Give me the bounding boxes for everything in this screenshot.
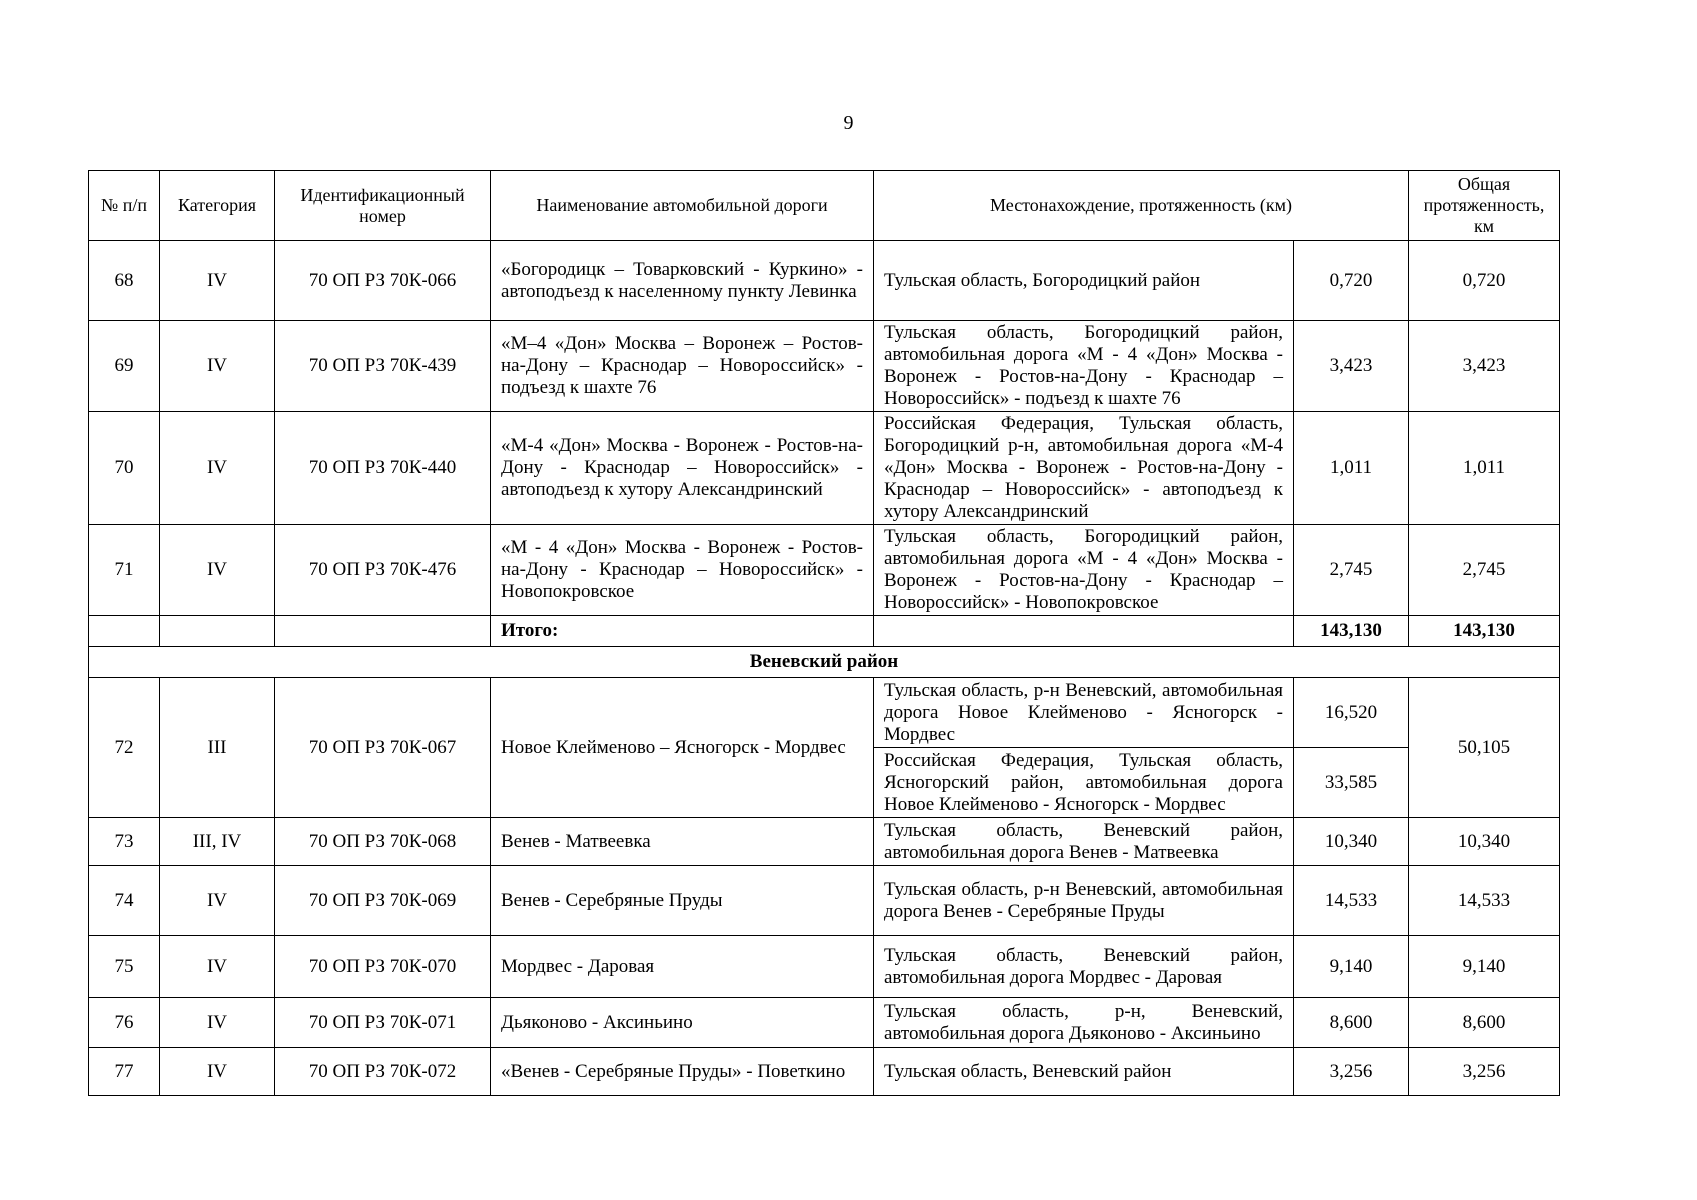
cell-total: 9,140 <box>1409 936 1560 998</box>
cell-category: IV <box>160 321 275 412</box>
cell-length: 16,520 <box>1294 678 1409 748</box>
cell-length: 3,256 <box>1294 1048 1409 1096</box>
table-row <box>89 525 1560 616</box>
table-row <box>89 678 1560 748</box>
header-category: Категория <box>160 171 275 241</box>
roads-table <box>88 170 1560 1096</box>
cell-category: IV <box>160 241 275 321</box>
cell-id: 70 ОП РЗ 70К-069 <box>275 866 491 936</box>
cell-total: 8,600 <box>1409 998 1560 1048</box>
cell-total: 3,256 <box>1409 1048 1560 1096</box>
cell-road-name: Дьяконово - Аксиньино <box>491 998 874 1048</box>
cell-road-name: Новое Клейменово – Ясногорск - Мордвес <box>491 678 874 818</box>
cell-location: Тульская область, р-н Веневский, автомобильная дорога Венев - Серебряные Пруды <box>874 866 1294 936</box>
cell-num: 72 <box>89 678 160 818</box>
cell-road-name: «М–4 «Дон» Москва – Воронеж – Ростов-на-Дону – Краснодар – Новороссийск» - подъезд к шахте 76 <box>491 321 874 412</box>
section-title: Веневский район <box>89 647 1560 678</box>
cell-category: IV <box>160 525 275 616</box>
cell-id: 70 ОП РЗ 70К-070 <box>275 936 491 998</box>
cell-location: Тульская область, Веневский район <box>874 1048 1294 1096</box>
cell-num: 76 <box>89 998 160 1048</box>
cell-category: IV <box>160 1048 275 1096</box>
cell-location: Тульская область, Веневский район, автомобильная дорога Мордвес - Даровая <box>874 936 1294 998</box>
table-row <box>89 321 1560 412</box>
table-row <box>89 998 1560 1048</box>
cell-empty <box>89 616 160 647</box>
cell-length: 8,600 <box>1294 998 1409 1048</box>
cell-id: 70 ОП РЗ 70К-066 <box>275 241 491 321</box>
cell-road-name: Венев - Серебряные Пруды <box>491 866 874 936</box>
cell-id: 70 ОП РЗ 70К-440 <box>275 412 491 525</box>
cell-category: IV <box>160 998 275 1048</box>
table-row <box>89 818 1560 866</box>
subtotal-label: Итого: <box>491 616 874 647</box>
cell-num: 77 <box>89 1048 160 1096</box>
cell-location: Тульская область, Веневский район, автомобильная дорога Венев - Матвеевка <box>874 818 1294 866</box>
cell-length: 0,720 <box>1294 241 1409 321</box>
cell-id: 70 ОП РЗ 70К-068 <box>275 818 491 866</box>
cell-location: Тульская область, р-н, Веневский, автомобильная дорога Дьяконово - Аксиньино <box>874 998 1294 1048</box>
cell-empty <box>275 616 491 647</box>
cell-total: 3,423 <box>1409 321 1560 412</box>
header-id: Идентификационный номер <box>275 171 491 241</box>
cell-location: Тульская область, Богородицкий район, автомобильная дорога «М - 4 «Дон» Москва - Воронеж - Ростов-на-Дону - Краснодар – Новороссийск» - подъезд к шахте 76 <box>874 321 1294 412</box>
cell-road-name: «Богородицк – Товарковский - Куркино» - автоподъезд к населенному пункту Левинка <box>491 241 874 321</box>
table-row <box>89 412 1560 525</box>
cell-category: IV <box>160 866 275 936</box>
table-row <box>89 241 1560 321</box>
cell-road-name: «М - 4 «Дон» Москва - Воронеж - Ростов-на-Дону - Краснодар – Новороссийск» - Новопокровское <box>491 525 874 616</box>
cell-location: Российская Федерация, Тульская область, Богородицкий р-н, автомобильная дорога «М-4 «Дон» Москва - Воронеж - Ростов-на-Дону - Краснодар – Новороссийск» - автоподъезд к хутору Александринский <box>874 412 1294 525</box>
cell-length: 10,340 <box>1294 818 1409 866</box>
cell-category: III <box>160 678 275 818</box>
page-number: 9 <box>843 112 854 134</box>
cell-total: 2,745 <box>1409 525 1560 616</box>
cell-num: 74 <box>89 866 160 936</box>
cell-length: 3,423 <box>1294 321 1409 412</box>
cell-id: 70 ОП РЗ 70К-067 <box>275 678 491 818</box>
cell-location: Тульская область, р-н Веневский, автомобильная дорога Новое Клейменово - Ясногорск - Мордвес <box>874 678 1294 748</box>
cell-id: 70 ОП РЗ 70К-476 <box>275 525 491 616</box>
cell-category: IV <box>160 412 275 525</box>
cell-num: 69 <box>89 321 160 412</box>
cell-id: 70 ОП РЗ 70К-439 <box>275 321 491 412</box>
cell-total: 0,720 <box>1409 241 1560 321</box>
subtotal-length: 143,130 <box>1294 616 1409 647</box>
cell-total: 14,533 <box>1409 866 1560 936</box>
cell-location: Тульская область, Богородицкий район, автомобильная дорога «М - 4 «Дон» Москва - Воронеж - Ростов-на-Дону - Краснодар – Новороссийск» - Новопокровское <box>874 525 1294 616</box>
cell-category: IV <box>160 936 275 998</box>
table-row <box>89 866 1560 936</box>
cell-num: 71 <box>89 525 160 616</box>
cell-road-name: «М-4 «Дон» Москва - Воронеж - Ростов-на-Дону - Краснодар – Новороссийск» - автоподъезд к хутору Александринский <box>491 412 874 525</box>
table-row <box>89 1048 1560 1096</box>
header-total: Общая протяженность, км <box>1409 171 1560 241</box>
cell-length: 1,011 <box>1294 412 1409 525</box>
header-location: Местонахождение, протяженность (км) <box>874 171 1409 241</box>
cell-road-name: «Венев - Серебряные Пруды» - Поветкино <box>491 1048 874 1096</box>
table-row <box>89 936 1560 998</box>
cell-total: 50,105 <box>1409 678 1560 818</box>
section-row <box>89 647 1560 678</box>
cell-num: 75 <box>89 936 160 998</box>
header-name: Наименование автомобильной дороги <box>491 171 874 241</box>
cell-empty <box>874 616 1294 647</box>
cell-id: 70 ОП РЗ 70К-071 <box>275 998 491 1048</box>
cell-category: III, IV <box>160 818 275 866</box>
header-num: № п/п <box>89 171 160 241</box>
cell-road-name: Венев - Матвеевка <box>491 818 874 866</box>
cell-road-name: Мордвес - Даровая <box>491 936 874 998</box>
header-row <box>89 171 1560 241</box>
cell-num: 70 <box>89 412 160 525</box>
cell-location: Российская Федерация, Тульская область, Ясногорский район, автомобильная дорога Новое Клейменово - Ясногорск - Мордвес <box>874 748 1294 818</box>
cell-length: 14,533 <box>1294 866 1409 936</box>
cell-id: 70 ОП РЗ 70К-072 <box>275 1048 491 1096</box>
cell-length: 9,140 <box>1294 936 1409 998</box>
cell-length: 33,585 <box>1294 748 1409 818</box>
cell-num: 73 <box>89 818 160 866</box>
cell-empty <box>160 616 275 647</box>
cell-num: 68 <box>89 241 160 321</box>
subtotal-total: 143,130 <box>1409 616 1560 647</box>
cell-total: 10,340 <box>1409 818 1560 866</box>
cell-length: 2,745 <box>1294 525 1409 616</box>
subtotal-row <box>89 616 1560 647</box>
cell-location: Тульская область, Богородицкий район <box>874 241 1294 321</box>
cell-total: 1,011 <box>1409 412 1560 525</box>
